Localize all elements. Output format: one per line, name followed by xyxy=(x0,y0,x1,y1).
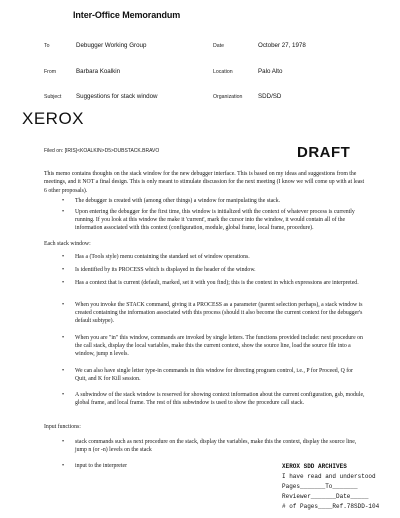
memo-title: Inter-Office Memorandum xyxy=(73,10,181,20)
subject-label: Subject xyxy=(44,94,62,100)
bullet-marker: • xyxy=(62,267,65,273)
bullet-marker: • xyxy=(62,280,65,286)
each-bullet-3: Has a context that is current (default, marked, set it with you find); this is the context in which expressions are interpreted. xyxy=(75,280,359,286)
each-stack-window-label: Each stack window: xyxy=(44,241,91,247)
input-functions-label: Input functions: xyxy=(44,424,81,430)
intro-paragraph: This memo contains thoughts on the stack window for the new debugger interface. This is based on my ideas and suggestions from the meetings, and it NOT a final design. This is only meant to stimulate discussion for the next meeting (I know we will come up with at least 6 other proposals). xyxy=(44,171,365,194)
bullet-marker: • xyxy=(62,439,65,445)
date-label: Date xyxy=(213,43,224,49)
from-value: Barbara Koalkin xyxy=(76,68,121,75)
each-bullet-6: We can also have single letter type-in commands in this window for directing program control, i.e., P for Proceed, Q for Quit, and K for Kill session. xyxy=(75,368,353,382)
from-label: From xyxy=(44,69,57,75)
archive-line-5: # of Pages____Ref.78SDD-104 xyxy=(282,503,380,510)
to-label: To xyxy=(44,43,50,49)
archive-line-2: I have read and understood xyxy=(282,473,376,480)
archive-line-3: Pages_______To_______ xyxy=(282,483,358,490)
each-bullet-2: Is identified by its PROCESS which is displayed in the header of the window. xyxy=(75,267,256,273)
bullet-marker: • xyxy=(62,368,65,374)
subject-value: Suggestions for stack window xyxy=(76,93,158,100)
bullet-marker: • xyxy=(62,198,65,204)
bullet-marker: • xyxy=(62,463,65,469)
archive-stamp xyxy=(282,462,379,512)
each-bullet-5: When you are "in" this window, commands are invoked by single letters. The functions provided include: next procedure on the call stack, display the local variables, make this the current context, show the source line, load the source file into a window, jump n levels. xyxy=(75,335,363,357)
archive-line-4: Reviewer_______Date_____ xyxy=(282,493,369,500)
each-bullet-1: Has a (Tools style) menu containing the standard set of window operations. xyxy=(75,254,250,260)
input-bullet-2: input to the interpreter xyxy=(75,463,127,469)
bullet-marker: • xyxy=(62,392,65,398)
draft-stamp: DRAFT xyxy=(297,144,351,161)
organization-value: SDD/SD xyxy=(258,93,282,100)
input-bullet-1: stack commands such as next procedure on the stack, display the variables, make this the context, display the source line, jump n (or -n) levels on the stack xyxy=(75,439,357,453)
location-label: Location xyxy=(213,69,233,75)
to-value: Debugger Working Group xyxy=(76,42,147,49)
top-bullet-2: Upon entering the debugger for the first time, this window is initialized with the context of whatever process is currently running. If you look at this window the make it 'current', mark the cursor into the window, it would contain all of the information associated with this context (configuration, module, global frame, local frame, procedure). xyxy=(75,209,355,231)
filed-on-path: Filed on: [IRIS]<KOALKIN>D5>DUBSTACK.BRAVO xyxy=(44,148,160,154)
bullet-marker: • xyxy=(62,209,65,215)
organization-label: Organization xyxy=(213,94,243,100)
bullet-marker: • xyxy=(62,254,65,260)
bullet-marker: • xyxy=(62,335,65,341)
each-bullet-4: When you invoke the STACK command, giving it a PROCESS as a parameter (parent selection perhaps), a stack window is created containing the information associated with this process (should it also become the current context for the debugger's default subtype). xyxy=(75,302,363,324)
location-value: Palo Alto xyxy=(258,68,283,75)
xerox-logo: XEROX xyxy=(22,109,85,128)
each-bullet-7: A subwindow of the stack window is reserved for showing context information about the current configuration, gsb, module, global frame, and local frame. The rest of this subwindow is used to show the procedure call stack. xyxy=(75,392,365,406)
bullet-marker: • xyxy=(62,302,65,308)
date-value: October 27, 1978 xyxy=(258,42,306,49)
archive-line-1: XEROX SDD ARCHIVES xyxy=(282,463,347,470)
top-bullet-1: The debugger is created with (among other things) a window for manipulating the stack. xyxy=(75,198,281,204)
